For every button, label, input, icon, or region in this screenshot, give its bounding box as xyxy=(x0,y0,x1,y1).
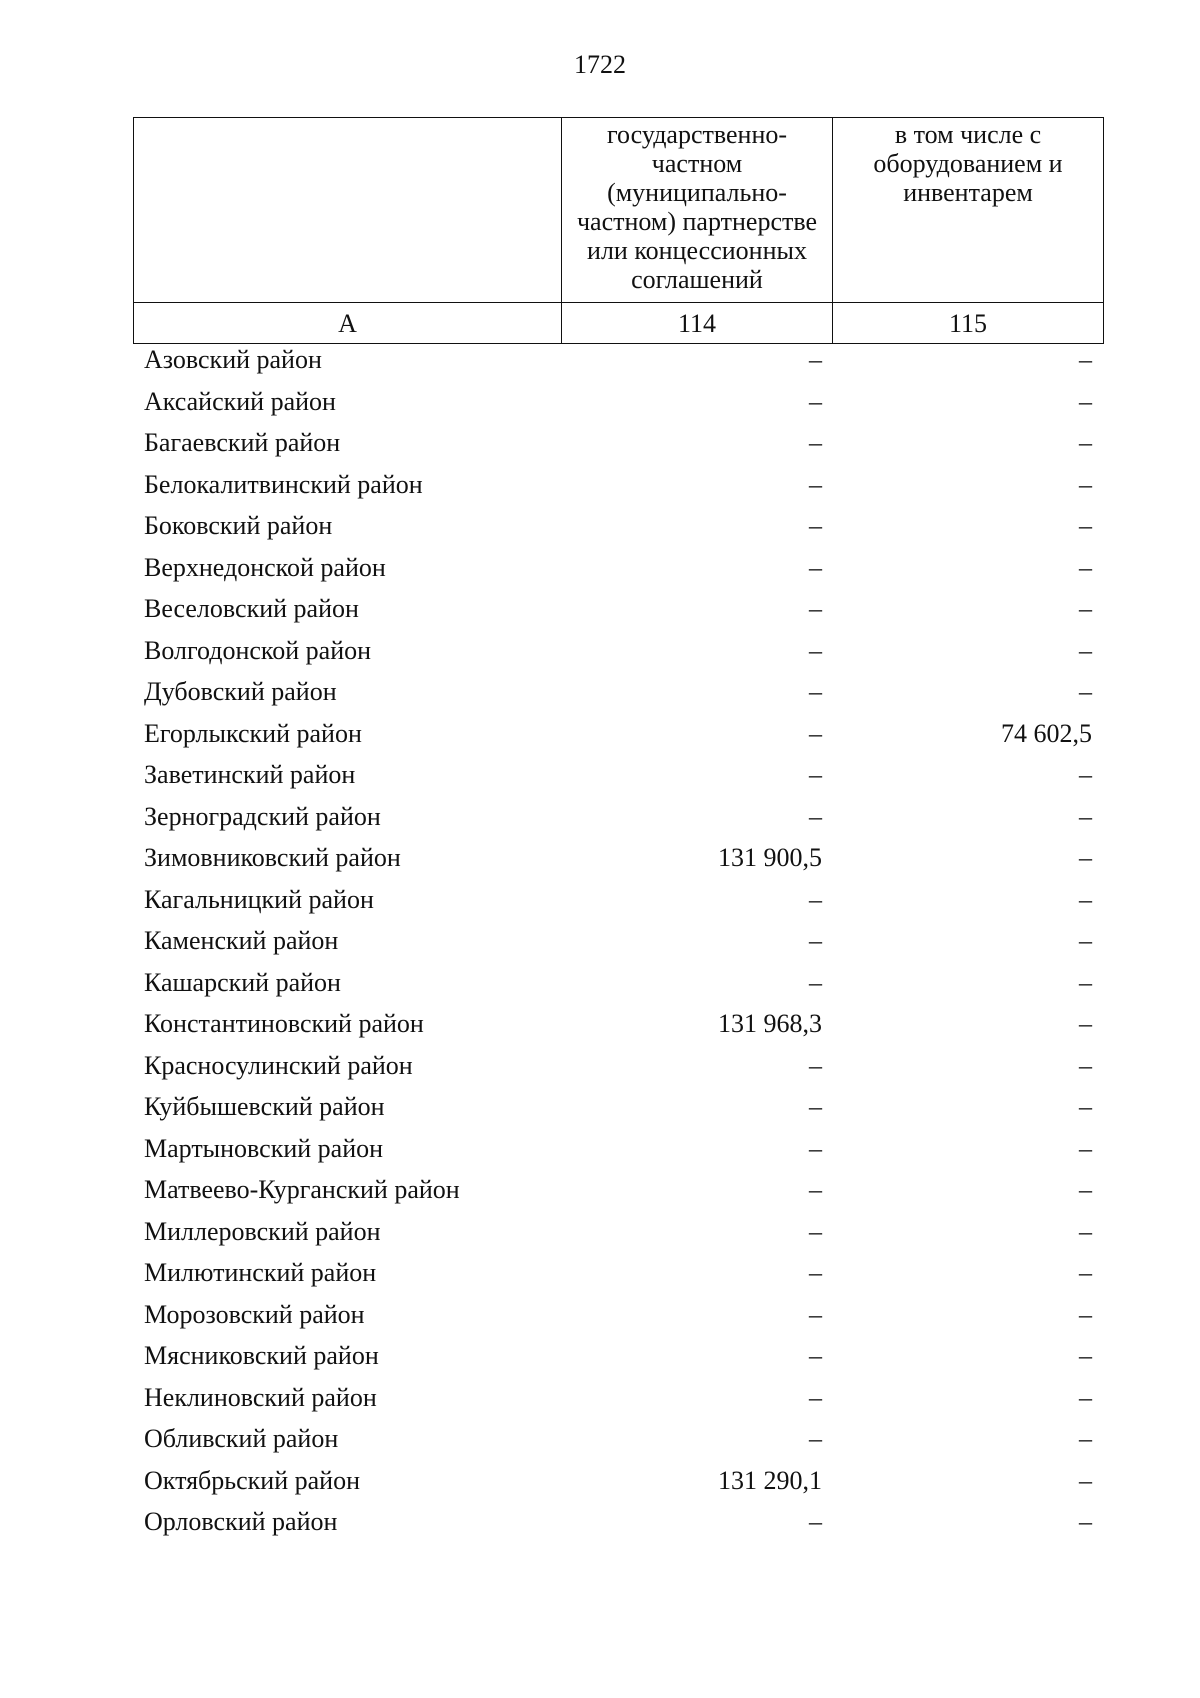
value-col-115: – xyxy=(1079,594,1092,623)
table-row xyxy=(133,509,1103,551)
district-name: Красносулинский район xyxy=(144,1050,413,1080)
value-col-114: – xyxy=(809,1133,822,1163)
header-numbers-row xyxy=(134,303,1104,344)
value-col-114: – xyxy=(809,511,822,540)
value-col-115: – xyxy=(1079,1092,1092,1121)
table-row xyxy=(133,426,1103,468)
table-row xyxy=(133,1464,1103,1506)
value-col-114: – xyxy=(809,1258,822,1287)
value-col-115: – xyxy=(1079,469,1092,499)
district-name: Егорлыкский район xyxy=(144,718,362,748)
district-name: Боковский район xyxy=(144,511,333,540)
value-col-114: – xyxy=(809,469,822,499)
value-col-114: – xyxy=(809,677,822,706)
value-col-115: – xyxy=(1079,884,1092,914)
value-col-115: – xyxy=(1079,1050,1092,1080)
table-row xyxy=(133,1381,1103,1423)
district-name: Морозовский район xyxy=(144,1299,365,1329)
table-row xyxy=(133,800,1103,842)
table-body xyxy=(133,343,1103,1547)
district-name: Орловский район xyxy=(144,1507,338,1536)
header-num-115: 115 xyxy=(833,303,1104,344)
value-col-114: – xyxy=(809,386,822,416)
value-col-114: – xyxy=(809,345,822,374)
value-col-115: – xyxy=(1079,1216,1092,1246)
table-row xyxy=(133,1422,1103,1464)
table-row xyxy=(133,1049,1103,1091)
table-row xyxy=(133,1505,1103,1547)
value-col-115: – xyxy=(1079,1507,1092,1536)
value-col-114: – xyxy=(809,926,822,955)
value-col-114: – xyxy=(809,1299,822,1329)
district-name: Веселовский район xyxy=(144,594,359,623)
value-col-114: 131 968,3 xyxy=(718,1009,822,1038)
table-row xyxy=(133,1215,1103,1257)
district-name: Миллеровский район xyxy=(144,1216,381,1246)
value-col-114: – xyxy=(809,594,822,623)
table-row xyxy=(133,385,1103,427)
district-name: Матвеево-Курганский район xyxy=(144,1175,460,1204)
value-col-115: – xyxy=(1079,967,1092,997)
district-name: Куйбышевский район xyxy=(144,1092,385,1121)
table-row xyxy=(133,758,1103,800)
district-name: Каменский район xyxy=(144,926,339,955)
value-col-114: – xyxy=(809,1092,822,1121)
value-col-115: – xyxy=(1079,1341,1092,1370)
value-col-114: 131 290,1 xyxy=(718,1465,822,1495)
table-row xyxy=(133,1132,1103,1174)
value-col-115: – xyxy=(1079,760,1092,789)
district-name: Заветинский район xyxy=(144,760,356,789)
value-col-115: – xyxy=(1079,1009,1092,1038)
table-row xyxy=(133,592,1103,634)
table-row xyxy=(133,717,1103,759)
district-name: Волгодонской район xyxy=(144,635,372,665)
value-col-115: – xyxy=(1079,1424,1092,1453)
page-number: 1722 xyxy=(574,50,626,79)
value-col-115: – xyxy=(1079,511,1092,540)
district-name: Зерноградский район xyxy=(144,801,381,831)
header-col-115: в том числе с оборудованием и инвентарем xyxy=(833,118,1104,303)
table-row xyxy=(133,1090,1103,1132)
value-col-115: – xyxy=(1079,677,1092,706)
table-row xyxy=(133,468,1103,510)
value-col-114: – xyxy=(809,635,822,665)
value-col-114: – xyxy=(809,760,822,789)
table-row xyxy=(133,1339,1103,1381)
district-name: Аксайский район xyxy=(144,386,336,416)
value-col-115: – xyxy=(1079,1299,1092,1329)
table-row xyxy=(133,924,1103,966)
value-col-115: – xyxy=(1079,1175,1092,1204)
value-col-115: – xyxy=(1079,801,1092,831)
table-row xyxy=(133,551,1103,593)
header-num-a: А xyxy=(134,303,562,344)
table-row xyxy=(133,841,1103,883)
district-name: Кагальницкий район xyxy=(144,884,374,914)
table-header xyxy=(133,117,1104,344)
table-row xyxy=(133,883,1103,925)
value-col-115: 74 602,5 xyxy=(1001,718,1092,748)
value-col-114: – xyxy=(809,552,822,582)
district-name: Обливский район xyxy=(144,1424,339,1453)
table-row xyxy=(133,1256,1103,1298)
district-name: Милютинский район xyxy=(144,1258,377,1287)
table-row xyxy=(133,1007,1103,1049)
district-name: Мясниковский район xyxy=(144,1341,379,1370)
value-col-115: – xyxy=(1079,1382,1092,1412)
value-col-115: – xyxy=(1079,552,1092,582)
value-col-114: – xyxy=(809,1507,822,1536)
value-col-115: – xyxy=(1079,635,1092,665)
value-col-115: – xyxy=(1079,386,1092,416)
district-name: Мартыновский район xyxy=(144,1133,384,1163)
value-col-115: – xyxy=(1079,1465,1092,1495)
value-col-114: – xyxy=(809,801,822,831)
district-name: Багаевский район xyxy=(144,428,341,457)
header-titles-row xyxy=(134,118,1104,303)
table-row xyxy=(133,634,1103,676)
district-name: Константиновский район xyxy=(144,1009,424,1038)
value-col-114: – xyxy=(809,1050,822,1080)
value-col-115: – xyxy=(1079,843,1092,872)
value-col-114: – xyxy=(809,1216,822,1246)
value-col-114: – xyxy=(809,1341,822,1370)
value-col-115: – xyxy=(1079,1133,1092,1163)
header-num-114: 114 xyxy=(562,303,833,344)
value-col-114: – xyxy=(809,1424,822,1453)
district-name: Азовский район xyxy=(144,345,322,374)
district-name: Кашарский район xyxy=(144,967,341,997)
value-col-114: 131 900,5 xyxy=(718,843,822,872)
district-name: Зимовниковский район xyxy=(144,843,401,872)
value-col-114: – xyxy=(809,1175,822,1204)
table-row xyxy=(133,1298,1103,1340)
table-row xyxy=(133,675,1103,717)
value-col-115: – xyxy=(1079,1258,1092,1287)
value-col-114: – xyxy=(809,967,822,997)
district-name: Неклиновский район xyxy=(144,1382,377,1412)
district-name: Белокалитвинский район xyxy=(144,469,423,499)
table-row xyxy=(133,343,1103,385)
value-col-114: – xyxy=(809,428,822,457)
value-col-114: – xyxy=(809,884,822,914)
district-name: Дубовский район xyxy=(144,677,337,706)
table-row xyxy=(133,966,1103,1008)
value-col-115: – xyxy=(1079,926,1092,955)
value-col-115: – xyxy=(1079,345,1092,374)
table-row xyxy=(133,1173,1103,1215)
value-col-114: – xyxy=(809,718,822,748)
header-col-a xyxy=(134,118,562,303)
value-col-114: – xyxy=(809,1382,822,1412)
value-col-115: – xyxy=(1079,428,1092,457)
header-col-114: государственно-частном (муниципально-частном) партнерстве или концессионных соглашений xyxy=(562,118,833,303)
district-name: Октябрьский район xyxy=(144,1465,360,1495)
district-name: Верхнедонской район xyxy=(144,552,386,582)
